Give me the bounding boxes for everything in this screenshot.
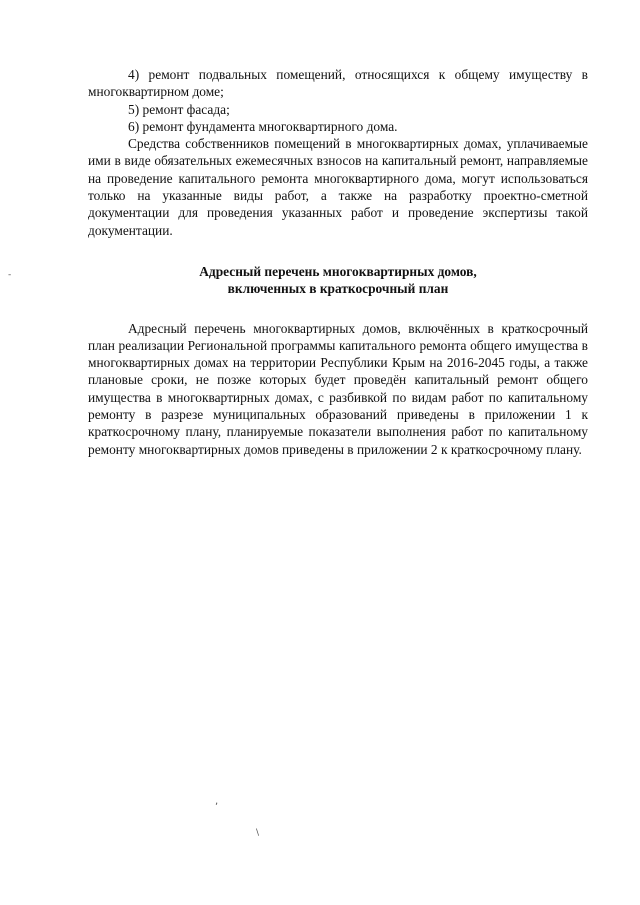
list-item-basement: 4) ремонт подвальных помещений, относящихся к общему имуществу в многоквартирном доме; (88, 67, 588, 100)
scan-artifact: , (215, 796, 219, 807)
scan-artifact: \ (256, 828, 260, 838)
list-item-foundation: 6) ремонт фундамента многоквартирного дома. (128, 118, 398, 134)
scan-artifact: - (8, 270, 12, 280)
section-heading-line2: включенных в краткосрочный план (227, 281, 449, 297)
list-item-facade: 5) ремонт фасада; (128, 101, 230, 117)
paragraph-funds: Средства собственников помещений в многоквартирных домах, уплачиваемые ими в виде обязательных ежемесячных взносов на капитальный ремонт, направляемые на проведение капитального ремонта многоквартирного дома, могут использоваться только на указанные виды работ, а также на разработку проектно-сметной документации для проведения указанных работ и проведение экспертизы такой документации. (88, 136, 588, 238)
paragraph-address-list: Адресный перечень многоквартирных домов, включённых в краткосрочный план реализации Региональной программы капитального ремонта общего имущества в многоквартирных домах на территории Республики Крым на 2016-2045 годы, а также плановые сроки, не позже которых будет проведён капитальный ремонт общего имущества в многоквартирных домах, с разбивкой по видам работ по капитальному ремонту в разрезе муниципальных образований приведены в приложении 1 к краткосрочному плану, планируемые показатели выполнения работ по капитальному ремонту многоквартирных домов приведены в приложении 2 к краткосрочному плану. (88, 320, 588, 457)
document-body (88, 66, 588, 458)
section-heading (88, 263, 588, 298)
section-heading-line1: Адресный перечень многоквартирных домов, (199, 263, 477, 279)
